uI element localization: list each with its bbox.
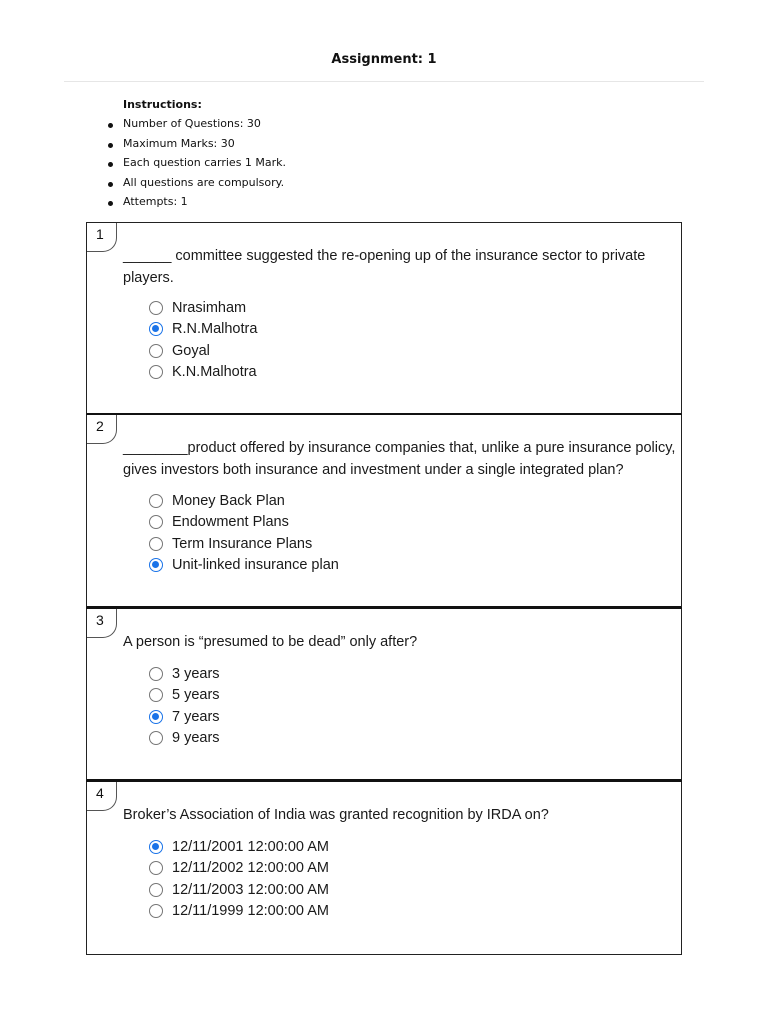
- instruction-item: All questions are compulsory.: [123, 175, 286, 195]
- option-item[interactable]: [149, 490, 339, 512]
- option-item[interactable]: [149, 685, 220, 707]
- question-card-1: [86, 222, 682, 415]
- option-label: Unit-linked insurance plan: [172, 557, 339, 574]
- instructions-heading: Instructions:: [123, 98, 202, 111]
- option-label: 12/11/2001 12:00:00 AM: [172, 838, 329, 855]
- radio-button[interactable]: [149, 731, 163, 745]
- option-label: 12/11/2002 12:00:00 AM: [172, 860, 329, 877]
- option-label: 3 years: [172, 665, 220, 682]
- option-item[interactable]: [149, 879, 329, 901]
- radio-button-selected[interactable]: [149, 558, 163, 572]
- option-item[interactable]: [149, 362, 257, 384]
- option-item[interactable]: [149, 340, 257, 362]
- question-number: 3: [87, 609, 117, 638]
- option-label: 7 years: [172, 708, 220, 725]
- radio-button[interactable]: [149, 688, 163, 702]
- radio-button-selected[interactable]: [149, 840, 163, 854]
- question-text: ________product offered by insurance companies that, unlike a pure insurance policy, gives investors both insurance and investment under a single integrated plan?: [123, 440, 676, 478]
- question-number: 1: [87, 223, 117, 252]
- question-card-2: [86, 415, 682, 609]
- radio-button[interactable]: [149, 344, 163, 358]
- instructions-list: [123, 116, 286, 214]
- question-number: 2: [87, 415, 117, 444]
- radio-button[interactable]: [149, 301, 163, 315]
- option-item[interactable]: [149, 836, 329, 858]
- option-item[interactable]: [149, 728, 220, 750]
- question-text: Broker’s Association of India was granted recognition by IRDA on?: [123, 807, 549, 823]
- option-label: Endowment Plans: [172, 514, 289, 531]
- radio-button[interactable]: [149, 667, 163, 681]
- option-label: K.N.Malhotra: [172, 364, 257, 381]
- option-item[interactable]: [149, 297, 257, 319]
- instructions-block: [123, 97, 286, 214]
- title-divider: [64, 81, 704, 82]
- radio-button[interactable]: [149, 515, 163, 529]
- option-item[interactable]: [149, 555, 339, 577]
- radio-button-selected[interactable]: [149, 322, 163, 336]
- radio-button[interactable]: [149, 883, 163, 897]
- question-number: 4: [87, 782, 117, 811]
- radio-button[interactable]: [149, 861, 163, 875]
- option-item[interactable]: [149, 533, 339, 555]
- question-card-3: [86, 609, 682, 782]
- option-label: 5 years: [172, 687, 220, 704]
- options-list: [149, 836, 329, 922]
- page-title: Assignment: 1: [331, 52, 437, 67]
- radio-button[interactable]: [149, 904, 163, 918]
- option-label: Money Back Plan: [172, 492, 285, 509]
- radio-button[interactable]: [149, 537, 163, 551]
- radio-button-selected[interactable]: [149, 710, 163, 724]
- option-label: 12/11/1999 12:00:00 AM: [172, 903, 329, 920]
- instruction-item: Each question carries 1 Mark.: [123, 155, 286, 175]
- option-label: Nrasimham: [172, 299, 247, 316]
- instruction-item: Maximum Marks: 30: [123, 136, 286, 156]
- options-list: [149, 663, 220, 749]
- radio-button[interactable]: [149, 494, 163, 508]
- option-label: 9 years: [172, 730, 220, 747]
- instruction-item: Attempts: 1: [123, 194, 286, 214]
- question-card-4: [86, 782, 682, 955]
- option-label: 12/11/2003 12:00:00 AM: [172, 881, 329, 898]
- option-item[interactable]: [149, 706, 220, 728]
- radio-button[interactable]: [149, 365, 163, 379]
- option-label: Term Insurance Plans: [172, 535, 313, 552]
- option-label: R.N.Malhotra: [172, 321, 258, 338]
- option-item[interactable]: [149, 663, 220, 685]
- instruction-item: Number of Questions: 30: [123, 116, 286, 136]
- options-list: [149, 297, 257, 383]
- question-text: ______ committee suggested the re-opening up of the insurance sector to private players.: [123, 248, 646, 286]
- option-item[interactable]: [149, 901, 329, 923]
- option-item[interactable]: [149, 858, 329, 880]
- option-item[interactable]: [149, 512, 339, 534]
- option-label: Goyal: [172, 342, 210, 359]
- options-list: [149, 490, 339, 576]
- question-text: A person is “presumed to be dead” only after?: [123, 634, 418, 650]
- option-item[interactable]: [149, 319, 257, 341]
